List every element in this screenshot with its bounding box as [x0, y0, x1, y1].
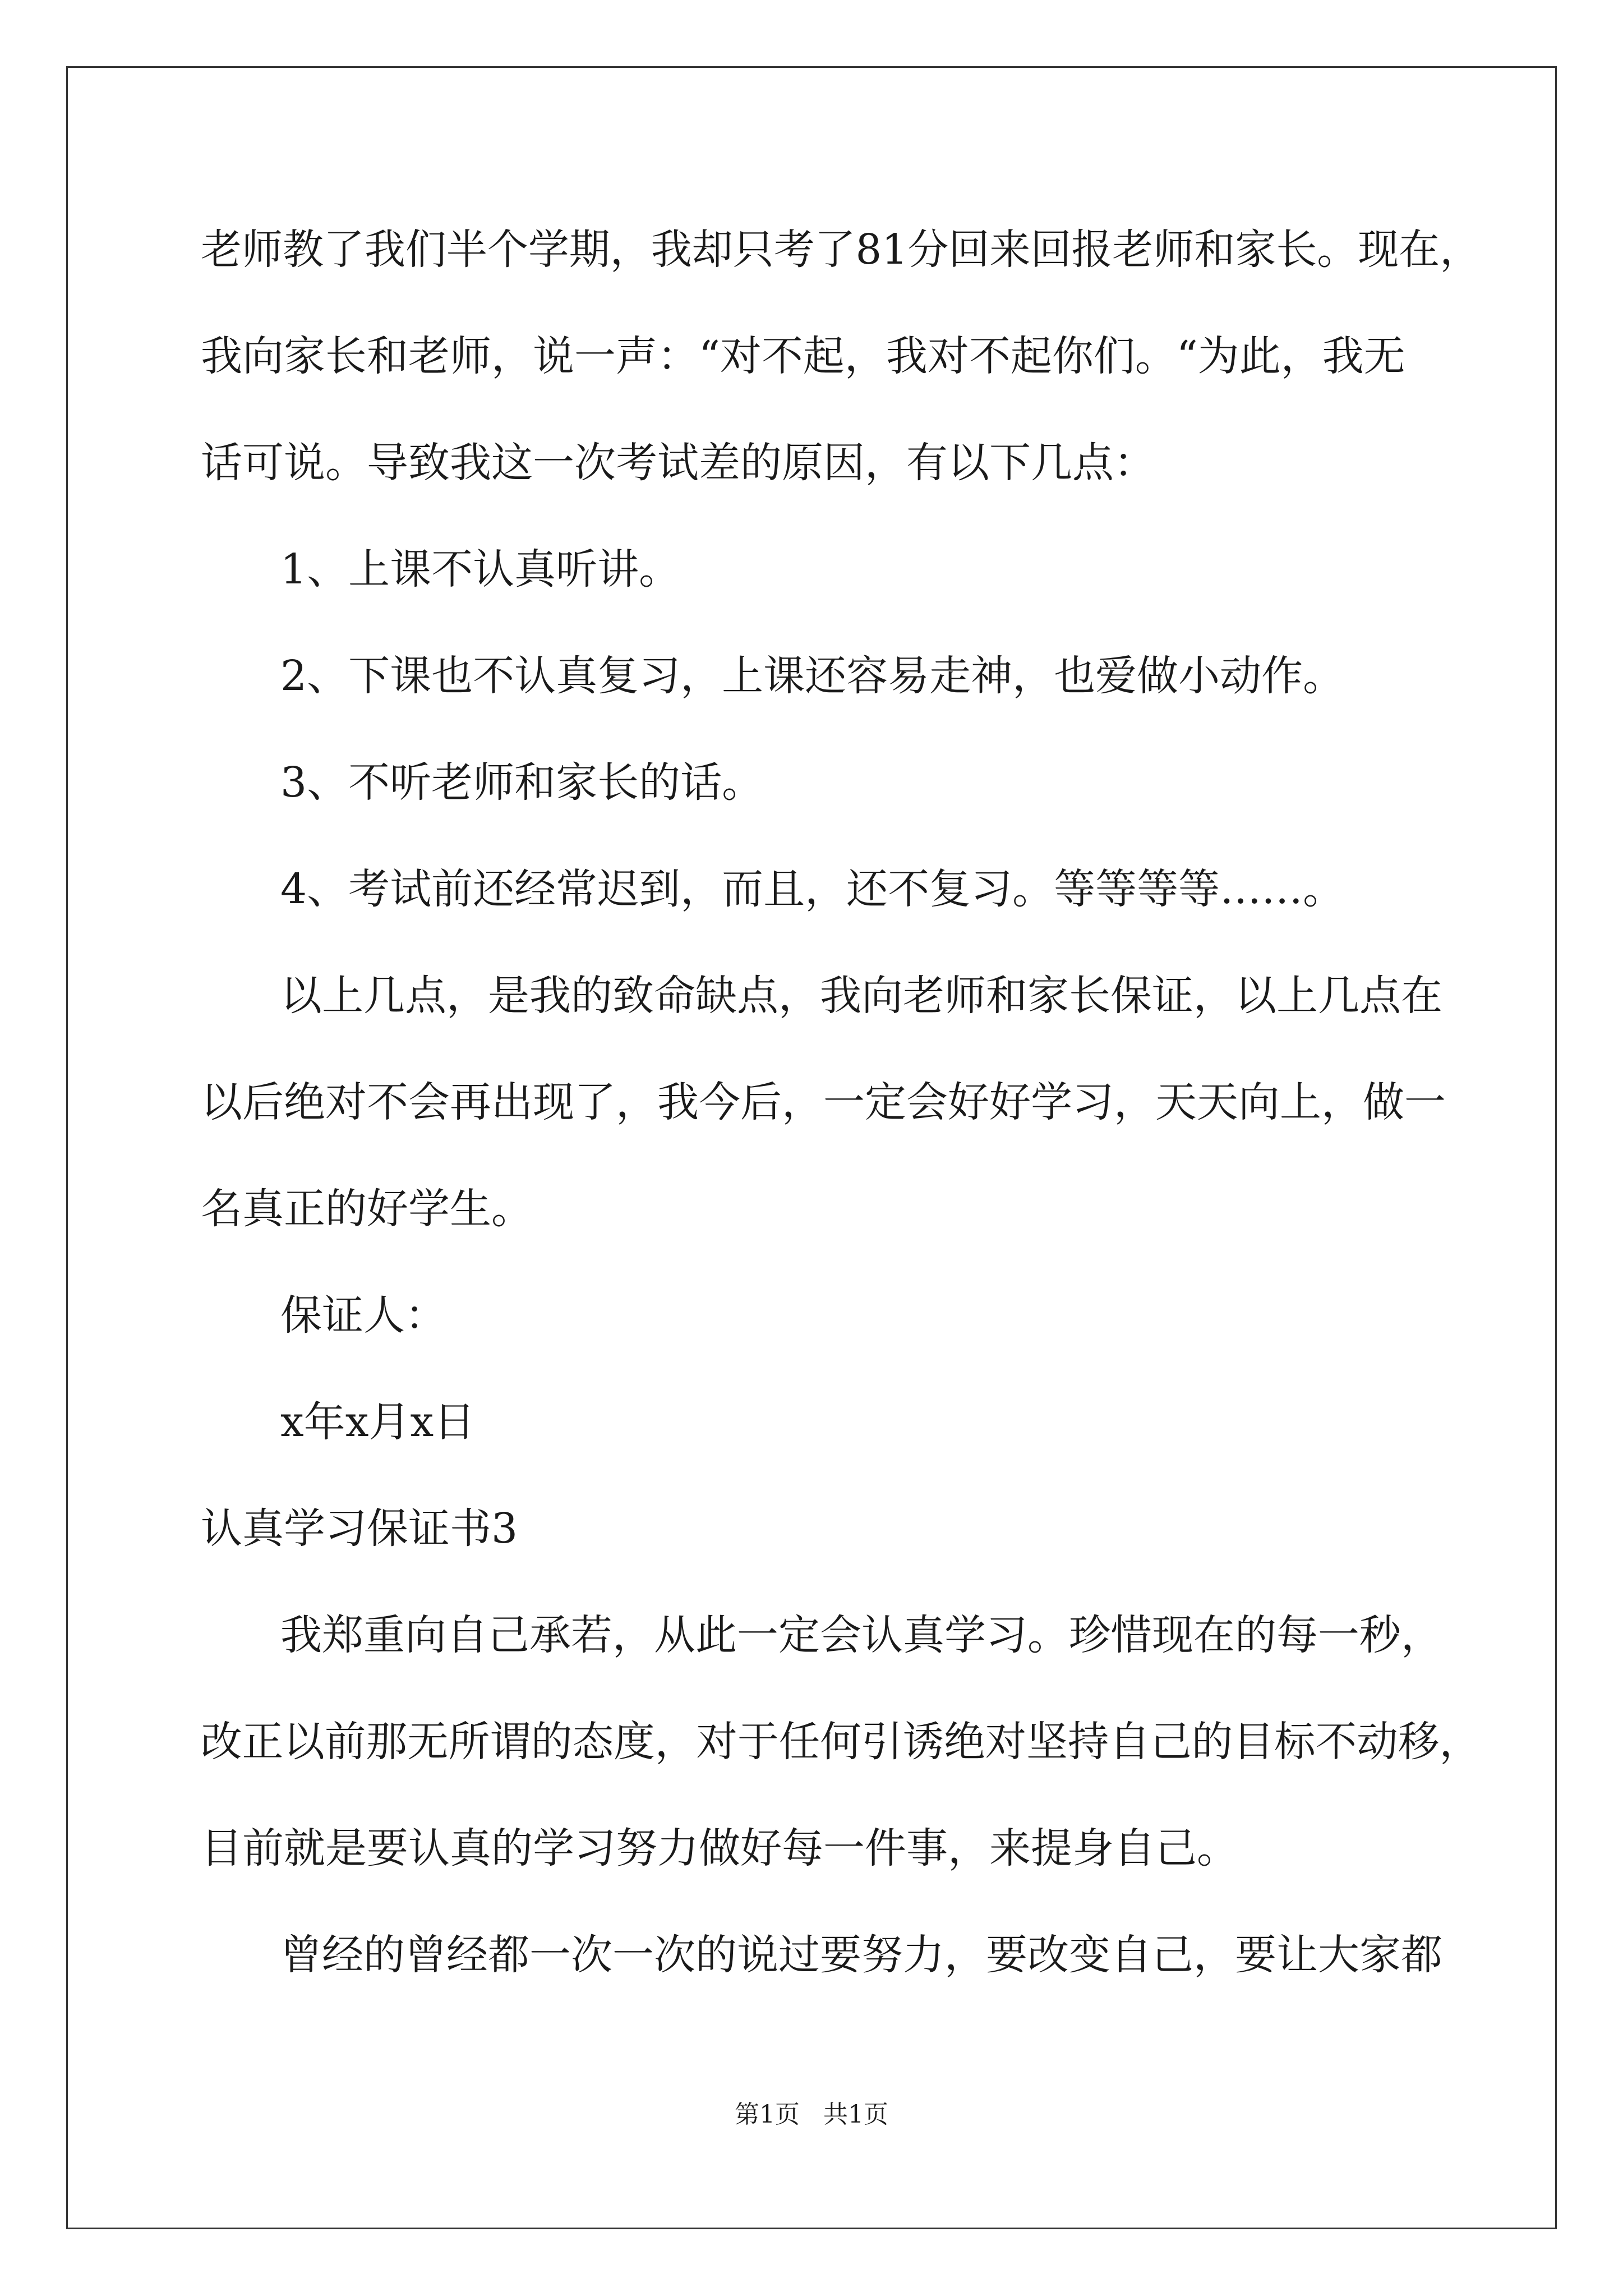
- section-title: 认真学习保证书3: [201, 1504, 518, 1553]
- paragraph-line: 曾经的曾经都一次一次的说过要努力，要改变自己，要让大家都: [280, 1931, 1442, 1979]
- page-footer: 第1页 共1页: [735, 2100, 888, 2129]
- signature-label: 保证人：: [280, 1291, 446, 1340]
- list-item: 3、不听老师和家长的话。: [280, 758, 764, 807]
- paragraph-line: 话可说。导致我这一次考试差的原因，有以下几点：: [201, 439, 1155, 487]
- list-item: 2、下课也不认真复习，上课还容易走神，也爱做小动作。: [280, 652, 1345, 700]
- paragraph-line: 目前就是要认真的学习努力做好每一件事，来提身自己。: [201, 1824, 1238, 1872]
- list-item: 4、考试前还经常迟到，而且，还不复习。等等等等……。: [280, 865, 1345, 913]
- paragraph-line: 老师教了我们半个学期，我却只考了81分回来回报老师和家长。现在，: [201, 226, 1481, 274]
- paragraph-line: 以后绝对不会再出现了，我今后，一定会好好学习，天天向上，做一: [201, 1078, 1446, 1126]
- paragraph-line: 我向家长和老师，说一声：“对不起，我对不起你们。“为此，我无: [201, 332, 1405, 380]
- paragraph-line: 名真正的好学生。: [201, 1185, 533, 1233]
- paragraph-line: 以上几点，是我的致命缺点，我向老师和家长保证，以上几点在: [280, 972, 1442, 1020]
- paragraph-line: 改正以前那无所谓的态度，对于任何引诱绝对坚持自己的目标不动移，: [201, 1718, 1481, 1766]
- date-line: x年x月x日: [280, 1398, 476, 1446]
- page-border: [66, 66, 1557, 2229]
- paragraph-line: 我郑重向自己承若，从此一定会认真学习。珍惜现在的每一秒，: [280, 1611, 1442, 1659]
- list-item: 1、上课不认真听讲。: [280, 545, 681, 593]
